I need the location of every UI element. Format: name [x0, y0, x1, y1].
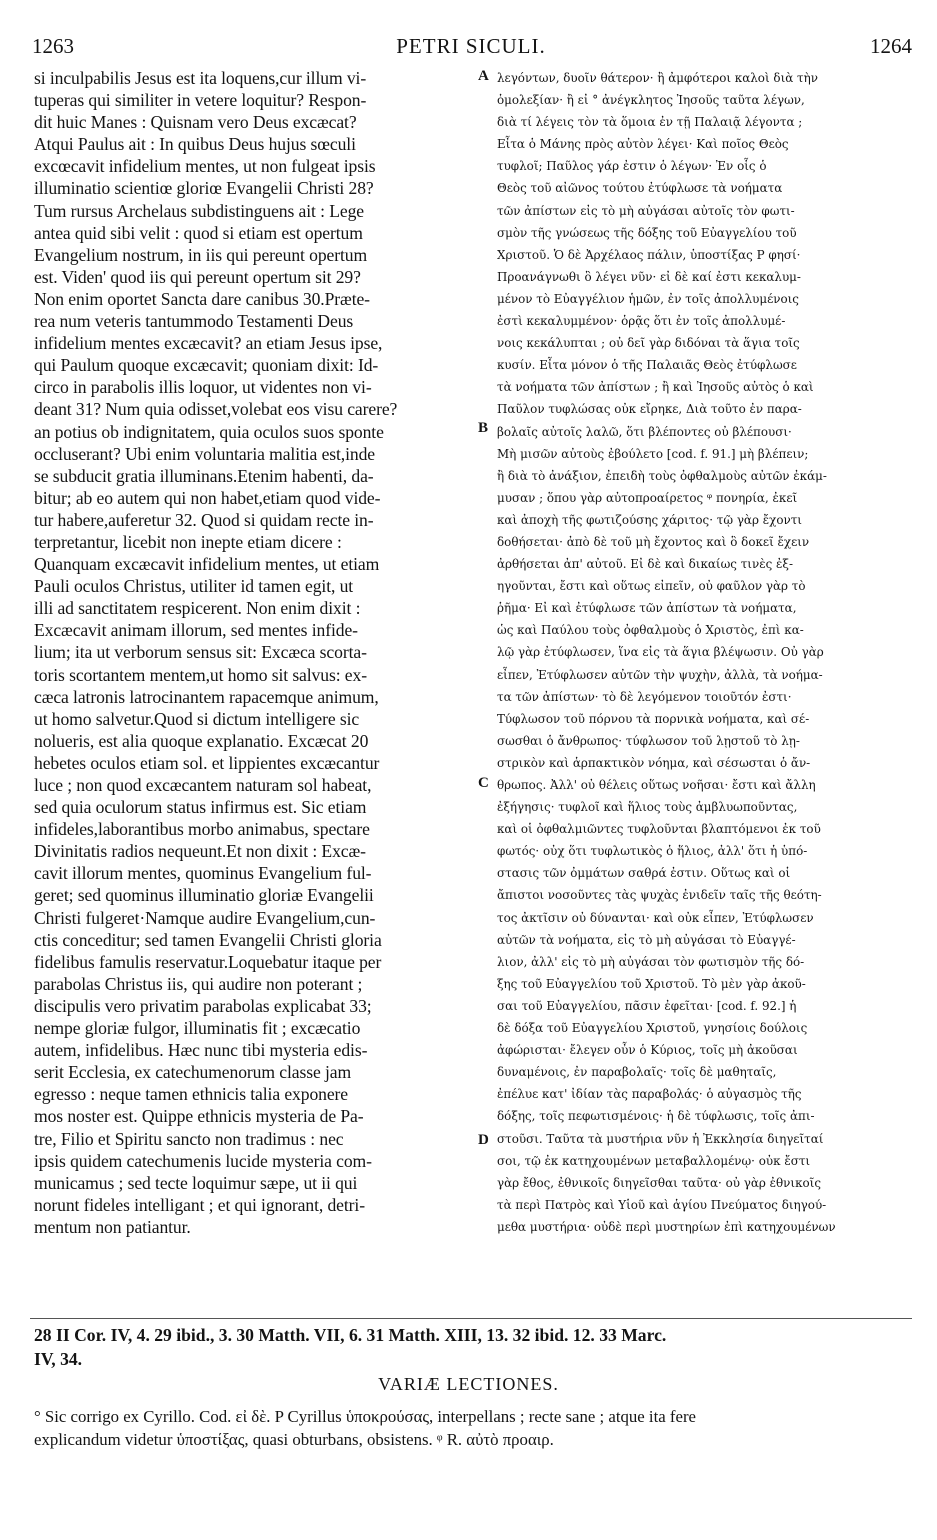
margin-letter-c: C [478, 775, 489, 791]
latin-text-line: se subducit gratia illuminans.Etenim habenti, da- [34, 465, 374, 486]
latin-text-line: toris scortantem mentem,ut homo sit salvus: ex- [34, 664, 367, 685]
latin-text-line: parabolas Christus iis, qui audire non poterant ; [34, 973, 363, 994]
greek-text-line: καὶ οἱ ὀφθαλμιῶντες τυφλοῦνται βλαπτόμενοι ἐκ τοῦ [497, 822, 821, 837]
running-header [30, 30, 912, 60]
variae-lectiones [34, 1405, 914, 1451]
page-number-left: 1263 [32, 34, 74, 58]
greek-text-line: φωτός· οὐχ ὅτι τυφλωτικὸς ὁ ἥλιος, ἀλλ' ὅτι ἡ ὑπό- [497, 844, 808, 859]
latin-text-line: Tum rursus Archelaus subdistinguens ait : Lege [34, 200, 364, 221]
latin-text-line: norunt fideles intelligant ; et qui ignorant, detri- [34, 1194, 365, 1215]
latin-text-line: fidelibus famulis reservatur.Loquebatur itaque per [34, 951, 382, 972]
greek-text-line: δυναμένοις, ἐν παραβολαῖς· τοῖς δὲ μαθηταῖς, [497, 1065, 777, 1080]
greek-text-line: σμὸν τῆς γνώσεως τῆς δόξης τοῦ Εὐαγγελίου τοῦ [497, 225, 797, 240]
latin-text-line: bitur; ab eo autem qui non habet,etiam quod vide- [34, 487, 381, 508]
latin-text-line: excœcavit infidelium mentes, ut non fulgeat ipsis [34, 156, 376, 177]
latin-text-line: Atqui Paulus ait : In quibus Deus hujus sœculi [34, 134, 356, 155]
greek-text-line: ἐστὶ κεκαλυμμένον· ὁρᾷς ὅτι ἐν τοῖς ἀπολλυμέ- [497, 314, 786, 329]
greek-text-line: εἶπεν, Ἐτύφλωσεν αὐτῶν τὴν ψυχὴν, ἀλλὰ, τὰ νοήμα- [497, 667, 823, 682]
greek-text-line: τῶν ἀπίστων εἰς τὸ μὴ αὐγάσαι αὐτοῖς τὸν φωτι- [497, 203, 795, 218]
greek-text-line: βολαῖς αὐτοῖς λαλῶ, ὅτι βλέποντες οὐ βλέπουσι· [497, 424, 792, 439]
latin-text-line: Divinitatis radios nequeunt.Et non dixit : Excæ- [34, 841, 366, 862]
footnote-line: IV, 34. [34, 1349, 83, 1369]
greek-text-line: γὰρ ἔθος, ἐθνικοῖς διηγεῖσθαι ταῦτα· οὐ γὰρ ἐθνικοῖς [497, 1175, 821, 1190]
latin-text-line: discipulis vero privatim parabolas explicabat 33; [34, 995, 372, 1016]
greek-text-line: νοις κεκάλυπται ; οὐ δεῖ γὰρ διδόναι τὰ ἅγια τοῖς [497, 336, 800, 351]
margin-letter-a: A [478, 68, 489, 84]
greek-text-line: μένον τὸ Εὐαγγέλιον ἡμῶν, ἐν τοῖς ἀπολλυμένοις [497, 291, 799, 306]
greek-column [497, 67, 929, 1238]
latin-text-line: Quanquam excæcavit infidelium mentes, ut etiam [34, 554, 380, 575]
latin-text-line: si inculpabilis Jesus est ita loquens,cur illum vi- [34, 68, 367, 88]
greek-text-line: ὡς καὶ Παύλου τοὺς ὀφθαλμοὺς ὁ Χριστὸς, ἐπὶ κα- [497, 623, 804, 638]
latin-text-line: lium; ita ut verborum sensus sit: Excæca scorta- [34, 642, 367, 663]
latin-text-line: Evangelium nostrum, in iis qui pereunt opertum [34, 244, 368, 265]
greek-text-line: Χριστοῦ. Ὁ δὲ Ἀρχέλαος πάλιν, ὑποστίξας P φησί· [497, 247, 801, 262]
greek-text-line: Παῦλον τυφλώσας οὐκ εἴρηκε, Διὰ τοῦτο ἐν παρα- [497, 402, 802, 417]
greek-text-line: σαι τοῦ Εὐαγγελίου, πᾶσιν ἐφεῖται· [cod. f. 92.] ἡ [497, 998, 797, 1013]
latin-text-line: ipsis quidem catechumenis lucide mysteria com- [34, 1150, 372, 1171]
latin-text-line: geret; sed quominus illuminatio gloriæ Evangelii [34, 885, 374, 906]
latin-text-line: autem, infidelibus. Hæc nunc tibi mysteria edis- [34, 1040, 368, 1061]
greek-text-line: καὶ ἀποχὴ τῆς φωτιζούσης χάριτος· τῷ γὰρ ἔχοντι [497, 512, 802, 527]
latin-text-line: circo in parabolis illis loquor, ut videntes non vi- [34, 377, 372, 398]
greek-text-line: στασις τῶν ὀμμάτων σαθρά ἐστιν. Οὕτως καὶ οἱ [497, 866, 791, 881]
greek-text-line: ἄπιστοι νοσοῦντες τὰς ψυχὰς ἐνιδεῖν ταῖς τῆς θεότη- [497, 888, 822, 903]
latin-text-line: cavit illorum mentes, quominus Evangelium ful- [34, 863, 372, 884]
latin-text-line: terpretantur, licebit non inepte etiam dicere : [34, 531, 342, 552]
greek-text-line: τὰ περὶ Πατρὸς καὶ Υἱοῦ καὶ ἁγίου Πνεύματος διηγού- [497, 1197, 827, 1212]
greek-text-line: ξης τοῦ Εὐαγγελίου τοῦ Χριστοῦ. Τὸ μὲν γὰρ ἀκοῦ- [497, 976, 806, 991]
latin-text-line: Non enim oportet Sancta dare canibus 30.Præte- [34, 288, 370, 309]
greek-text-line: ηγοῦνται, ἔστι καὶ οὕτως εἰπεῖν, οὐ φαῦλον γὰρ τὸ [497, 579, 806, 594]
latin-text-line: infidelium mentes excæcavit? an etiam Jesus ipse, [34, 333, 383, 354]
latin-text-line: hebetes oculos etiam sol. et lippientes excæcantur [34, 752, 380, 773]
latin-text-line: cæca latronis latrocinantem rapacemque animum, [34, 686, 379, 707]
latin-text-line: occluserant? Ubi enim voluntaria malitia est,inde [34, 443, 375, 464]
greek-text-line: λιον, ἀλλ' εἰς τὸ μὴ αὐγάσαι τὸν φωτισμὸν τῆς δό- [497, 954, 805, 969]
greek-text-line: λεγόντων, δυοῖν θάτερον· ἢ ἀμφότεροι καλοὶ διὰ τὴν [497, 71, 818, 85]
margin-letter-d: D [478, 1132, 489, 1148]
variae-lectiones-title: VARIÆ LECTIONES. [378, 1374, 559, 1394]
latin-text-line: municamus ; sed tecte loquimur sæpe, ut ii qui [34, 1172, 358, 1193]
latin-text-line: tur habere,auferetur 32. Quod si quidam recte in- [34, 509, 374, 530]
greek-text-line: θρωπος. Ἀλλ' οὐ θέλεις οὕτως νοῆσαι· ἔστι καὶ ἄλλη [497, 778, 816, 792]
greek-text-line: μυσαν ; ὅπου γὰρ αὐτοπροαίρετος ᵠ πονηρία, ἐκεῖ [497, 490, 798, 505]
latin-text-line: egresso : neque tamen ethnicis talia exponere [34, 1084, 349, 1105]
latin-column [34, 67, 475, 1238]
latin-text-line: rea num veteris tantummodo Testamenti Deus [34, 311, 354, 332]
greek-text-line: τος ἀκτῖσιν οὐ δύνανται· καὶ οὐκ εἶπεν, Ἐτύφλωσεν [497, 910, 814, 925]
latin-text-line: tre, Filio et Spiritu sancto non tradimus : nec [34, 1128, 344, 1149]
greek-text-line: τὰ νοήματα τῶν ἀπίστων ; ἢ καὶ Ἰησοῦς αὐτὸς ὁ καὶ [497, 380, 814, 395]
greek-text-line: σοι, τῷ ἐκ κατηχουμένων μεταβαλλομένῳ· οὐκ ἔστι [497, 1153, 811, 1168]
variant-reading-line: ° Sic corrigo ex Cyrillo. Cod. εἰ δὲ. P Cyrillus ὑποκρούσας, interpellans ; recte sane ; atque ita fere [34, 1407, 696, 1426]
greek-text-line: δοθήσεται· ἀπὸ δὲ τοῦ μὴ ἔχοντος καὶ ὃ δοκεῖ ἔχειν [497, 534, 810, 549]
greek-text-line: ἐξήγησις· τυφλοῖ καὶ ἥλιος τοὺς ἀμβλυωποῦντας, [497, 800, 798, 815]
greek-text-line: δὲ δόξα τοῦ Εὐαγγελίου Χριστοῦ, γνησίοις δούλοις [497, 1021, 808, 1036]
latin-text-line: est. Viden' quod iis qui pereunt opertum sit 29? [34, 266, 361, 287]
latin-text-line: ut homo salvetur.Quod si dictum intelligere sic [34, 708, 360, 729]
greek-text-line: τυφλοῖ; Παῦλος γάρ ἐστιν ὁ λέγων· Ἐν οἷς ὁ [497, 159, 767, 174]
latin-text-line: Christi fulgeret·Namque audire Evangelium,cun- [34, 907, 376, 928]
footnote-rule [30, 1318, 912, 1319]
greek-text-line: τα τῶν ἀπίστων· τὸ δὲ λεγόμενον τοιοῦτόν ἐστι· [497, 689, 792, 704]
greek-text-line: Θεὸς τοῦ αἰῶνος τούτου ἐτύφλωσε τὰ νοήματα [497, 181, 783, 196]
margin-letter-b: B [478, 420, 489, 436]
latin-text-line: luce ; non quod excæcantem naturam sol habeat, [34, 775, 372, 795]
greek-text-line: στοῦσι. Ταῦτα τὰ μυστήρια νῦν ἡ Ἐκκλησία διηγεῖταί [497, 1131, 824, 1146]
greek-text-line: δόξης, τοῖς πεφωτισμένοις· ἡ δὲ τύφλωσις, τοῖς ἀπι- [497, 1109, 815, 1124]
latin-text-line: dit huic Manes : Quisnam vero Deus excæcat? [34, 112, 357, 133]
latin-text-line: mos noster est. Quippe ethnicis mysteria de Pa- [34, 1106, 364, 1127]
latin-text-line: illi ad sanctitatem respicerent. Non enim dixit : [34, 598, 361, 619]
greek-text-line: κυσίν. Εἶτα μόνον ὁ τῆς Παλαιᾶς Θεὸς ἐτύφλωσε [497, 358, 797, 373]
latin-text-line: qui Paulum quoque excæcavit; quoniam dixit: Id- [34, 355, 379, 376]
greek-text-line: αὐτῶν τὰ νοήματα, εἰς τὸ μὴ αὐγάσαι τὸ Εὐαγγέ- [497, 932, 796, 947]
greek-text-line: ὁμολεξίαν· ἢ εἰ ° ἀνέγκλητος Ἰησοῦς ταῦτα λέγων, [497, 93, 805, 108]
latin-text-line: sed quia oculorum status infirmus est. Sic etiam [34, 797, 367, 818]
greek-text-line: σωσθαι ὁ ἄνθρωπος· τύφλωσον τοῦ λῃστοῦ τὸ λῃ- [497, 733, 800, 748]
footnotes [34, 1323, 914, 1371]
latin-text-line: deant 31? Num quia odisset,volebat eos visu carere? [34, 399, 398, 420]
latin-text-line: nolueris, est alia quoque explanatio. Excæcat 20 [34, 730, 369, 751]
latin-text-line: an potius ob indignitatem, quia oculos suos sponte [34, 421, 384, 442]
page-number-right: 1264 [870, 34, 912, 58]
greek-text-line: λῷ γὰρ ἐτύφλωσεν, ἵνα εἰς τὰ ἅγια βλέψωσιν. Οὐ γὰρ [497, 645, 824, 660]
greek-text-line: ἐπέλυε κατ' ἰδίαν τὰς παραβολάς· ὁ αὐγασμὸς τῆς [497, 1087, 802, 1102]
latin-text-line: ctis conceditur; sed tamen Evangelii Christi gloria [34, 929, 382, 950]
greek-text-line: μεθα μυστήρια· οὐδὲ περὶ μυστηρίων ἐπὶ κατηχουμένων [497, 1219, 836, 1234]
variant-reading-line: explicandum videtur ὑποστίξας, quasi obturbans, obsistens. ᵠ R. αὐτὸ προαιρ. [34, 1430, 554, 1449]
greek-text-line: ἢ διὰ τὸ ἀνάξιον, ἐπειδὴ τοὺς ὀφθαλμοὺς αὐτῶν ἐκάμ- [497, 468, 827, 483]
latin-text-line: infideles,laborantibus morbo animabus, spectare [34, 819, 370, 840]
latin-text-line: mentum non patiantur. [34, 1216, 191, 1237]
latin-text-line: antea quid sibi velit : quod si etiam est opertum [34, 222, 363, 243]
greek-text-line: Εἶτα ὁ Μάνης πρὸς αὐτὸν λέγει· Καὶ ποῖος Θεὸς [497, 137, 789, 152]
greek-text-line: στρικὸν καὶ ἁρπακτικὸν νόημα, καὶ σέσωσται ὁ ἄν- [497, 755, 811, 770]
greek-text-line: Τύφλωσον τοῦ πόρνου τὰ πορνικὰ νοήματα, καὶ σέ- [497, 711, 810, 726]
greek-text-line: ῥῆμα· Εἰ καὶ ἐτύφλωσε τῶν ἀπίστων τὰ νοήματα, [497, 601, 797, 616]
greek-text-line: Προανάγνωθι ὃ λέγει νῦν· εἰ δὲ καί ἐστι κεκαλυμ- [497, 269, 801, 284]
latin-text-line: serit Ecclesia, ex catechumenorum classe jam [34, 1062, 352, 1083]
latin-text-line: Pauli oculos Christus, utiliter id tamen egit, ut [34, 576, 354, 597]
greek-text-line: ἀφώρισται· ἔλεγεν οὖν ὁ Κύριος, τοῖς μὴ ἀκοῦσαι [497, 1043, 798, 1058]
latin-text-line: illuminatio scientiœ gloriœ Evangelii Christi 28? [34, 178, 374, 199]
greek-text-line: Μὴ μισῶν αὐτοὺς ἐβούλετο [cod. f. 91.] μὴ βλέπειν; [497, 446, 809, 461]
running-title: PETRI SICULI. [396, 34, 546, 58]
latin-text-line: tuperas qui similiter in vetere loquitur? Respon- [34, 90, 367, 111]
latin-text-line: Excæcavit animam illorum, sed mentes infide- [34, 620, 358, 641]
greek-text-line: ἀρθήσεται ἀπ' αὐτοῦ. Εἰ δὲ καὶ δικαίως τινὲς ἐξ- [497, 557, 793, 572]
footnote-line: 28 II Cor. IV, 4. 29 ibid., 3. 30 Matth. VII, 6. 31 Matth. XIII, 13. 32 ibid. 12. 33 Marc. [34, 1325, 667, 1345]
latin-text-line: nempe gloriæ fulgor, illuminatis fit ; excæcatio [34, 1018, 361, 1039]
greek-text-line: διὰ τί λέγεις τὸν τὰ ὅμοια ἐν τῇ Παλαιᾷ λέγοντα ; [497, 115, 803, 130]
